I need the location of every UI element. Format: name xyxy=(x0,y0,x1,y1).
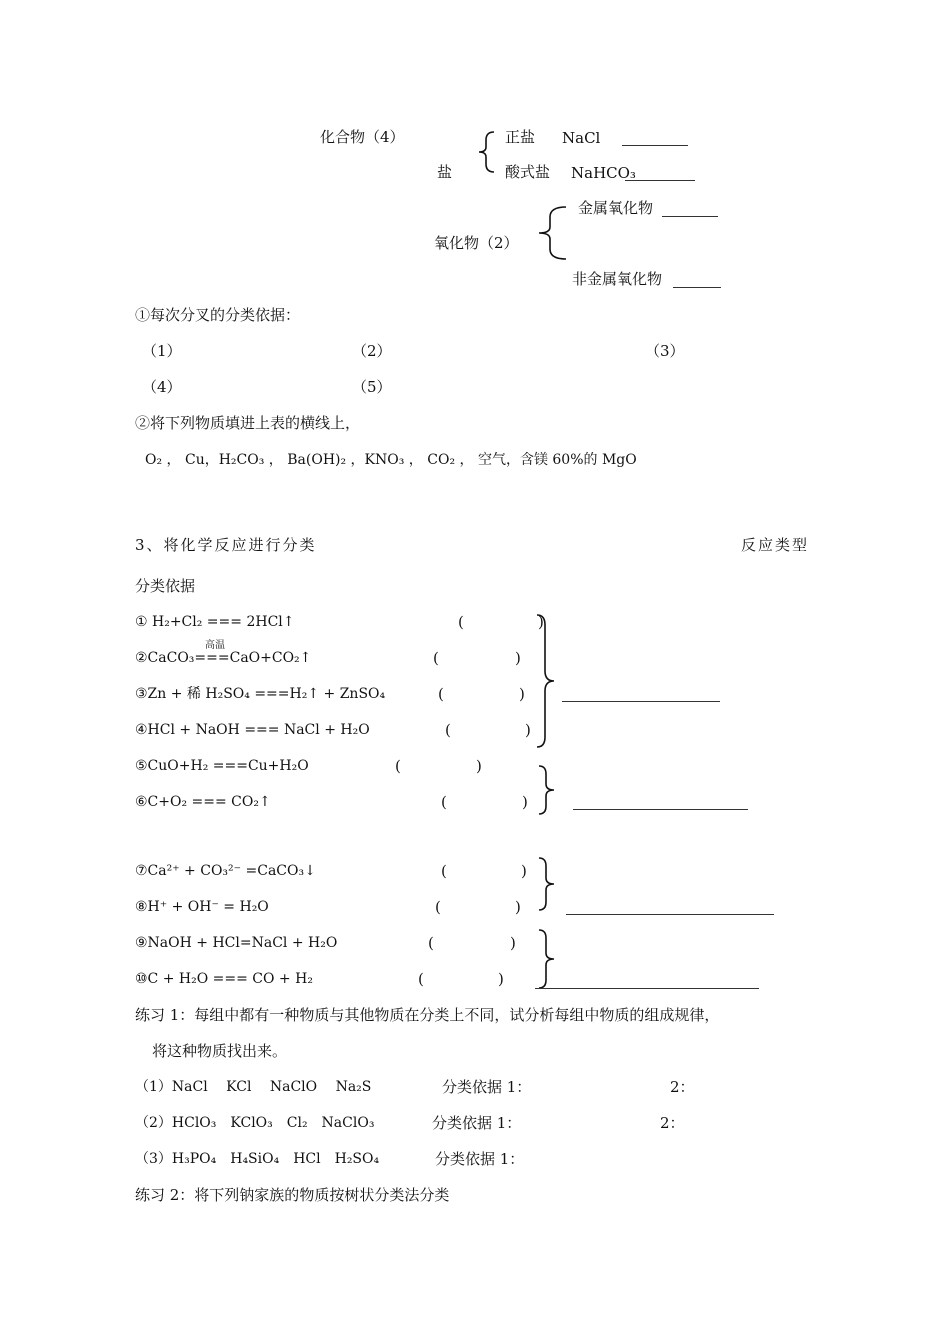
section3-title: 3、将化学反应进行分类 xyxy=(135,536,317,554)
q1-item: （1） xyxy=(142,342,182,360)
paren-close[interactable]: ) xyxy=(538,613,544,631)
paren-close[interactable]: ) xyxy=(498,970,504,988)
answer-line[interactable] xyxy=(573,809,748,810)
paren-close[interactable]: ) xyxy=(515,649,521,667)
reaction: ⑨NaOH + HCl=NaCl + H₂O xyxy=(135,935,338,951)
reaction: ③Zn + 稀 H₂SO₄ ===H₂↑ + ZnSO₄ xyxy=(135,686,386,702)
q1-item: （4） xyxy=(142,378,182,396)
tree-compound: 化合物（4） xyxy=(320,128,405,146)
right-brace-icon xyxy=(536,928,558,990)
brace-icon xyxy=(536,205,570,261)
q1-title: ①每次分叉的分类依据： xyxy=(135,306,301,324)
right-brace-icon xyxy=(536,856,558,912)
tree-normal-salt-example: NaCl xyxy=(562,129,601,147)
tree-oxide: 氧化物（2） xyxy=(434,234,519,252)
practice1-basis2: 2： xyxy=(660,1114,685,1132)
reaction: ②CaCO₃===CaO+CO₂↑ xyxy=(135,650,312,666)
right-brace-icon xyxy=(536,764,558,816)
q2-substances: O₂ ， Cu，H₂CO₃ ， Ba(OH)₂ ，KNO₃ ， CO₂ ， 空气，含镁 60%的 MgO xyxy=(145,452,637,468)
practice1-basis2: 2： xyxy=(670,1078,695,1096)
practice2-title: 练习 2：将下列钠家族的物质按树状分类法分类 xyxy=(135,1186,450,1204)
paren-open[interactable]: ( xyxy=(433,649,439,667)
reaction: ① H₂+Cl₂ === 2HCl↑ xyxy=(135,614,295,630)
paren-close[interactable]: ) xyxy=(522,793,528,811)
paren-open[interactable]: ( xyxy=(435,898,441,916)
paren-open[interactable]: ( xyxy=(418,970,424,988)
paren-open[interactable]: ( xyxy=(445,721,451,739)
tree-salt: 盐 xyxy=(437,163,453,181)
reaction: ⑧H⁺ + OH⁻ = H₂O xyxy=(135,899,269,915)
reaction: ⑦Ca²⁺ + CO₃²⁻ =CaCO₃↓ xyxy=(135,863,316,879)
paren-close[interactable]: ) xyxy=(519,685,525,703)
brace-icon xyxy=(476,130,498,174)
answer-line[interactable] xyxy=(625,180,695,181)
answer-line[interactable] xyxy=(566,914,774,915)
practice1-basis1: 分类依据 1： xyxy=(435,1150,525,1168)
right-brace-icon xyxy=(534,613,558,749)
tree-acid-salt: 酸式盐 xyxy=(505,163,551,181)
practice1-basis1: 分类依据 1： xyxy=(432,1114,522,1132)
answer-line[interactable] xyxy=(622,145,688,146)
answer-line[interactable] xyxy=(535,988,759,989)
practice1-title-cont: 将这种物质找出来。 xyxy=(152,1042,288,1060)
tree-acid-salt-example: NaHCO₃ xyxy=(571,164,636,182)
practice1-group-items: （2）HClO₃ KClO₃ Cl₂ NaClO₃ xyxy=(135,1115,375,1131)
paren-open[interactable]: ( xyxy=(458,613,464,631)
paren-close[interactable]: ) xyxy=(521,862,527,880)
q1-item: （5） xyxy=(352,378,392,396)
q1-item: （3） xyxy=(645,342,685,360)
paren-close[interactable]: ) xyxy=(476,757,482,775)
reaction: ⑤CuO+H₂ ===Cu+H₂O xyxy=(135,758,309,774)
paren-open[interactable]: ( xyxy=(428,934,434,952)
practice1-basis1: 分类依据 1： xyxy=(442,1078,532,1096)
section3-basis-header: 分类依据 xyxy=(135,577,196,595)
paren-open[interactable]: ( xyxy=(441,793,447,811)
reaction: ④HCl + NaOH === NaCl + H₂O xyxy=(135,722,370,738)
high-temp-label: 高温 xyxy=(205,640,225,651)
paren-open[interactable]: ( xyxy=(441,862,447,880)
reaction: ⑥C+O₂ === CO₂↑ xyxy=(135,794,271,810)
tree-nonmetal-oxide: 非金属氧化物 xyxy=(572,270,663,288)
paren-open[interactable]: ( xyxy=(438,685,444,703)
q1-item: （2） xyxy=(352,342,392,360)
paren-close[interactable]: ) xyxy=(525,721,531,739)
answer-line[interactable] xyxy=(662,216,718,217)
practice1-group-items: （1）NaCl KCl NaClO Na₂S xyxy=(135,1079,372,1095)
section3-type-header: 反应类型 xyxy=(741,536,810,554)
paren-open[interactable]: ( xyxy=(395,757,401,775)
reaction: ⑩C + H₂O === CO + H₂ xyxy=(135,971,313,987)
q2-title: ②将下列物质填进上表的横线上， xyxy=(135,414,361,432)
paren-close[interactable]: ) xyxy=(510,934,516,952)
answer-line[interactable] xyxy=(562,701,720,702)
tree-metal-oxide: 金属氧化物 xyxy=(578,199,654,217)
tree-normal-salt: 正盐 xyxy=(505,128,536,146)
answer-line[interactable] xyxy=(673,287,721,288)
practice1-title: 练习 1：每组中都有一种物质与其他物质在分类上不同，试分析每组中物质的组成规律， xyxy=(135,1006,720,1024)
practice1-group-items: （3）H₃PO₄ H₄SiO₄ HCl H₂SO₄ xyxy=(135,1151,380,1167)
paren-close[interactable]: ) xyxy=(515,898,521,916)
